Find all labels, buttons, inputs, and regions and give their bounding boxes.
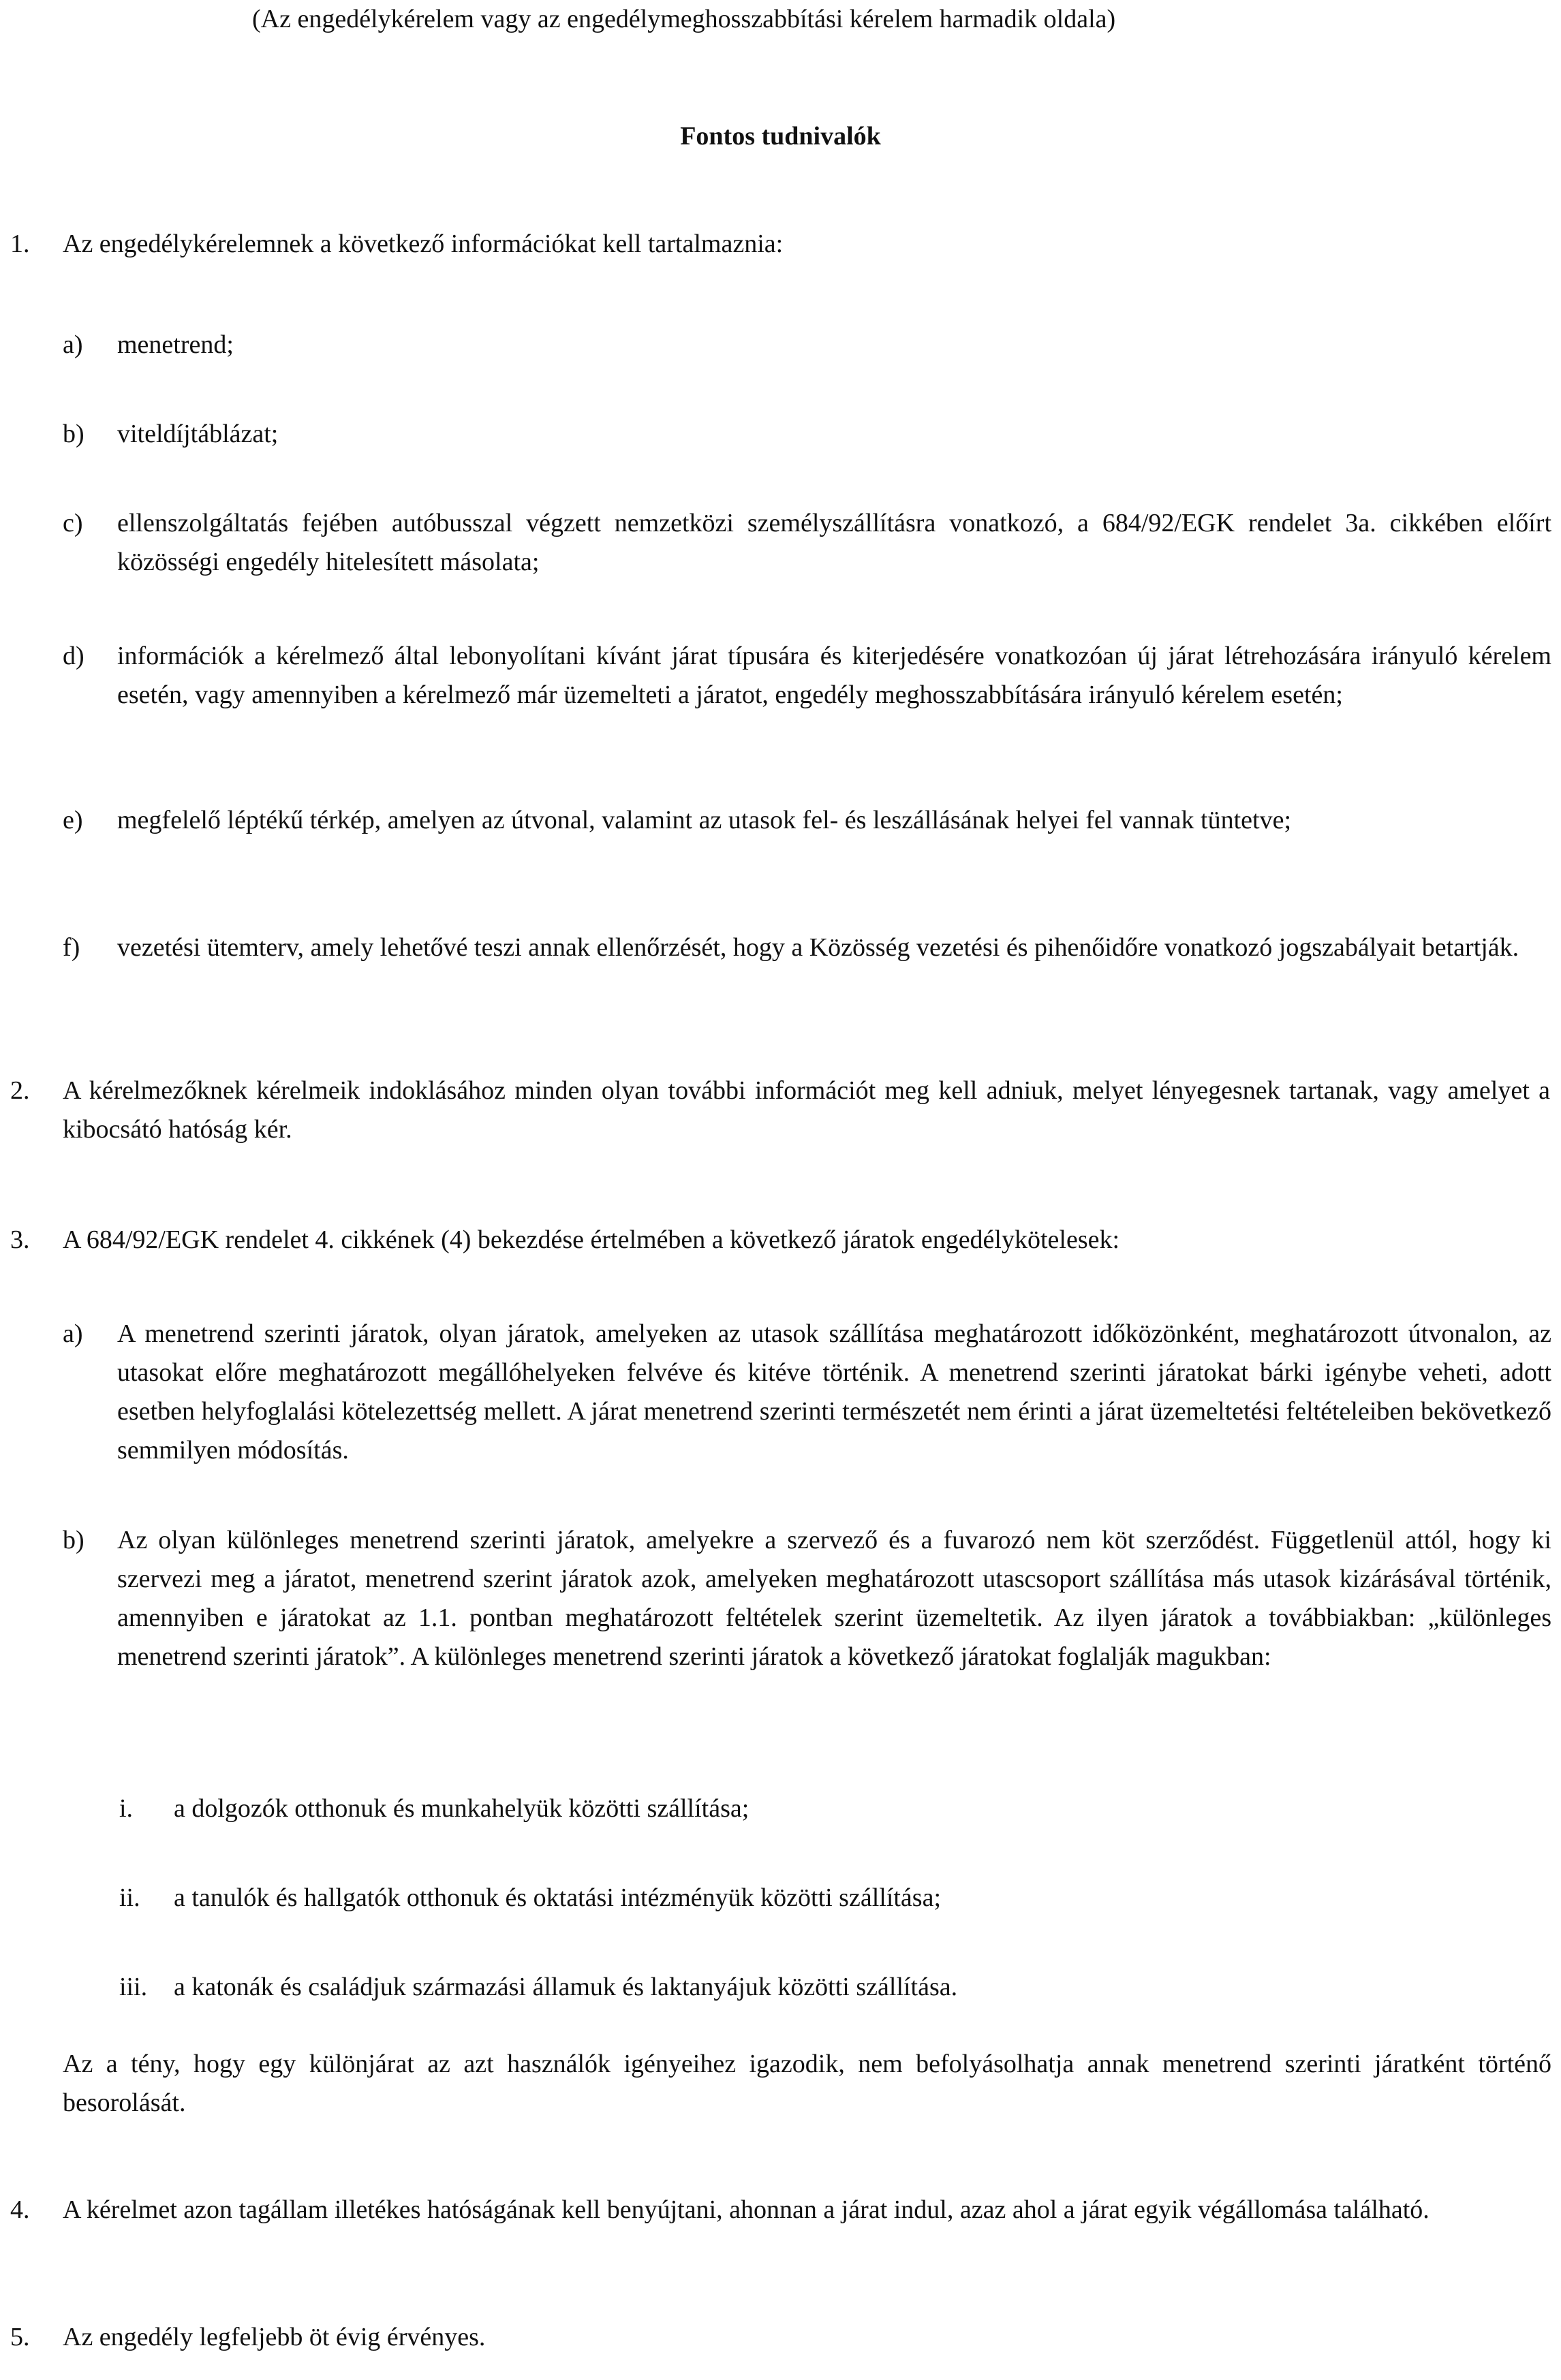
section-3-subitem-ii bbox=[119, 1879, 1550, 1917]
section-4 bbox=[10, 2191, 1550, 2229]
item-text: megfelelő léptékű térkép, amelyen az útvonal, valamint az utasok fel- és leszállásának helyei fel vannak tüntetve; bbox=[117, 806, 1292, 834]
section-1-item-d bbox=[63, 637, 1551, 715]
section-3-note: Az a tény, hogy egy különjárat az azt használók igényeihez igazodik, nem befolyásolhatja annak menetrend szerinti járatként történő besorolását. bbox=[63, 2050, 1551, 2117]
section-5 bbox=[10, 2318, 1550, 2357]
item-text: menetrend; bbox=[117, 330, 234, 359]
section-number: 3. bbox=[10, 1225, 30, 1254]
section-number: 4. bbox=[10, 2195, 30, 2224]
section-text: A 684/92/EGK rendelet 4. cikkének (4) bekezdése értelmében a következő járatok engedélykötelesek: bbox=[63, 1225, 1120, 1254]
item-label: b) bbox=[63, 420, 84, 448]
section-text: A kérelmet azon tagállam illetékes hatóságának kell benyújtani, ahonnan a járat indul, azaz ahol a járat egyik végállomása található. bbox=[63, 2195, 1429, 2224]
item-text: Az olyan különleges menetrend szerinti járatok, amelyekre a szervező és a fuvarozó nem köt szerződést. Függetlenül attól, hogy ki szervezi meg a járatot, menetrend szerint járatok azok, amelyeken meghatározott utascsoport szállítása más utasok kizárásával történik, amennyiben e járatokat az 1.1. pontban meghatározott feltételek szerint üzemeltetik. Az ilyen járatok a továbbiakban: „különleges menetrend szerinti járatok”. A különleges menetrend szerinti járatok a következő járatokat foglalják magukban: bbox=[117, 1526, 1551, 1671]
item-label: a) bbox=[63, 1319, 83, 1348]
subitem-text: a tanulók és hallgatók otthonuk és oktatási intézményük közötti szállítása; bbox=[174, 1883, 942, 1912]
section-2 bbox=[10, 1071, 1550, 1149]
item-label: a) bbox=[63, 330, 83, 359]
item-text: vezetési ütemterv, amely lehetővé teszi annak ellenőrzését, hogy a Közösség vezetési és pihenőidőre vonatkozó jogszabályait betartják. bbox=[117, 933, 1519, 962]
document-title: Fontos tudnivalók bbox=[680, 122, 881, 151]
section-1-item-e bbox=[63, 801, 1551, 840]
section-text: Az engedélykérelemnek a következő információkat kell tartalmaznia: bbox=[63, 230, 784, 258]
section-1-item-c bbox=[63, 504, 1551, 582]
item-label: c) bbox=[63, 509, 83, 537]
section-3-item-b bbox=[63, 1521, 1551, 1676]
section-text: Az engedély legfeljebb öt évig érvényes. bbox=[63, 2323, 486, 2351]
item-text: viteldíjtáblázat; bbox=[117, 420, 279, 448]
section-number: 5. bbox=[10, 2323, 30, 2351]
subitem-text: a dolgozók otthonuk és munkahelyük közötti szállítása; bbox=[174, 1794, 749, 1823]
item-label: e) bbox=[63, 806, 83, 834]
section-1 bbox=[10, 225, 1550, 264]
section-text: A kérelmezőknek kérelmeik indoklásához minden olyan további információt meg kell adniuk, melyet lényegesnek tartanak, vagy amelyet a kibocsátó hatóság kér. bbox=[63, 1076, 1550, 1144]
item-label: b) bbox=[63, 1526, 84, 1554]
section-number: 1. bbox=[10, 230, 30, 258]
item-text: ellenszolgáltatás fejében autóbusszal végzett nemzetközi személyszállításra vonatkozó, a 684/92/EGK rendelet 3a. cikkében előírt közösségi engedély hitelesített másolata; bbox=[117, 509, 1551, 576]
subitem-label: iii. bbox=[119, 1973, 148, 2001]
item-label: d) bbox=[63, 642, 84, 670]
subitem-text: a katonák és családjuk származási államuk és laktanyájuk közötti szállítása. bbox=[174, 1973, 958, 2001]
subitem-label: ii. bbox=[119, 1883, 140, 1912]
item-text: A menetrend szerinti járatok, olyan járatok, amelyeken az utasok szállítása meghatározott időközönként, meghatározott útvonalon, az utasokat előre meghatározott megállóhelyeken felvéve és kitéve történik. A menetrend szerinti járatokat bárki igénybe veheti, adott esetben helyfoglalási kötelezettség mellett. A járat menetrend szerinti természetét nem érinti a járat üzemeltetési feltételeiben bekövetkező semmilyen módosítás. bbox=[117, 1319, 1551, 1465]
item-text: információk a kérelmező által lebonyolítani kívánt járat típusára és kiterjedésére vonatkozóan új járat létrehozására irányuló kérelem esetén, vagy amennyiben a kérelmező már üzemelteti a járatot, engedély meghosszabbítására irányuló kérelem esetén; bbox=[117, 642, 1551, 709]
section-number: 2. bbox=[10, 1076, 30, 1105]
section-3 bbox=[10, 1221, 1550, 1259]
page-header: (Az engedélykérelem vagy az engedélymeghosszabbítási kérelem harmadik oldala) bbox=[252, 5, 1116, 33]
section-3-subitem-i bbox=[119, 1789, 1550, 1828]
section-1-item-f bbox=[63, 928, 1551, 967]
subitem-label: i. bbox=[119, 1794, 134, 1823]
section-1-item-b bbox=[63, 415, 1551, 454]
item-label: f) bbox=[63, 933, 80, 962]
section-1-item-a bbox=[63, 326, 1551, 364]
section-3-item-a bbox=[63, 1315, 1551, 1470]
section-3-subitem-iii bbox=[119, 1968, 1550, 2007]
